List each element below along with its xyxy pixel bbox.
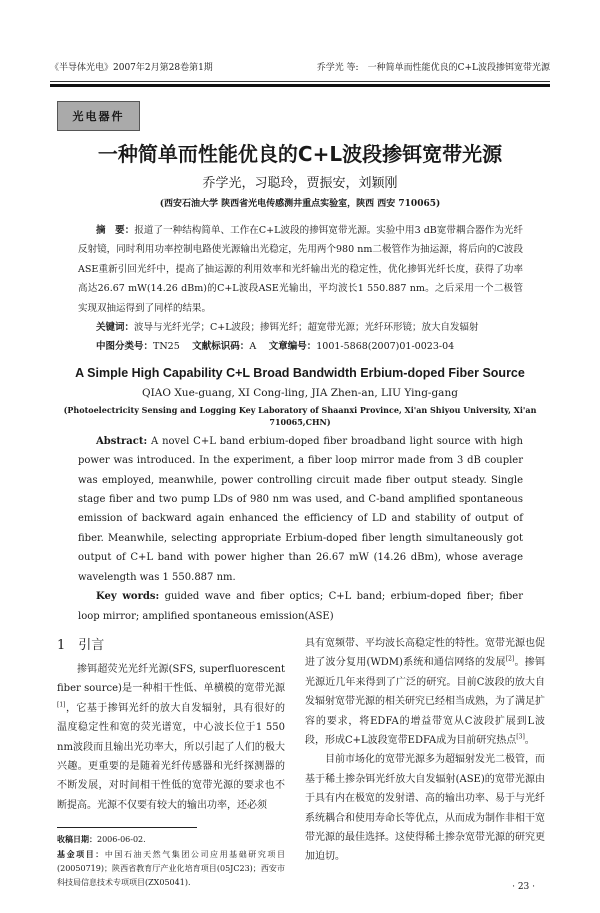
abstract-zh-label: 摘 要： <box>96 225 135 236</box>
received-label: 收稿日期： <box>57 834 97 845</box>
abstract-en <box>78 432 523 626</box>
affiliation-en: (Photoelectricity Sensing and Logging Key Laboratory of Shaanxi Province, Xi'an Shiyou University, Xi'an 710065,CHN) <box>63 404 537 427</box>
abstract-en-text: A novel C+L band erbium-doped fiber broadband light source with high power was introduced. In the experiment, a fiber loop mirror made from 3 dB coupler was employed, meanwhile, power controlling circuit made fiber output steady. Single stage fiber and two pump LDs of 980 nm was used, and C-band amplified spontaneous emission of backward again enhanced the efficiency of LD and stability of output of fiber. Meanwhile, selecting appropriate Erbium-doped fiber length simultaneously got output of C+L band with power higher than 26.67 mW (14.26 dBm), whose average wavelength was 1 550.887 nm. <box>78 435 523 583</box>
text: 。掺铒光源近几年来得到了广泛的研究。目前C波段的放大自发辐射宽带光源的相关研究已经相当成熟，为了满足扩容的要求，将EDFA的增益带宽从C波段扩展到L波段，形成C+L波段宽带EDFA成为目前研究热点 <box>305 657 546 746</box>
header-rule-thick <box>50 84 550 87</box>
abstract-zh-paragraph <box>78 221 523 318</box>
paragraph <box>57 660 285 815</box>
received-date <box>57 832 285 847</box>
abstract-en-paragraph <box>78 432 523 587</box>
body-columns <box>50 634 550 893</box>
header-rule <box>50 81 550 82</box>
running-header-journal: 《半导体光电》2007年2月第28卷第1期 <box>50 63 213 73</box>
classification-row <box>78 337 523 356</box>
abstract-zh-text: 报道了一种结构简单、工作在C+L波段的掺铒宽带光源。实验中用3 dB宽带耦合器作为光纤反射镜，同时利用功率控制电路使光源输出光稳定，先用两个980 nm二极管作为抽运源，将后向的C波段ASE重新引回光纤中，提高了抽运源的利用效率和光纤输出光的稳定性，优化掺铒光纤长度，获得了功率高达26.67 mW(14.26 dBm)的C+L波段ASE光输出，平均波长1 550.887 nm。之后采用一个二极管实现双抽运得到了同样的结果。 <box>78 225 523 314</box>
paper-title-en: A Simple High Capability C+L Broad Bandwidth Erbium-doped Fiber Source <box>75 365 525 380</box>
footnote-rule <box>57 827 197 828</box>
section-title: 引言 <box>78 637 105 653</box>
text: ，它基于掺铒光纤的放大自发辐射，具有很好的温度稳定性和宽的荧光谱宽，中心波长位于1 550 nm波段而且输出光功率大，所以引起了人们的极大兴趣。更重要的是随着光纤传感器和光纤探测器的不断发展，对时间相干性低的宽带光源的要求也不断提高。光源不仅要有较大的输出功率，还必须 <box>57 702 285 811</box>
keywords-zh <box>78 318 523 337</box>
funding-value: 中国石油天然气集团公司应用基础研究项目(20050719)；陕西省教育厅产业化培育项目(05JC23)；西安市科技局信息技术专项项目(ZX05041). <box>57 850 286 888</box>
article-id-label: 文章编号： <box>268 341 317 353</box>
abstract-zh <box>78 221 523 357</box>
running-header-title: 乔学光 等: 一种简单而性能优良的C+L波段掺铒宽带光源 <box>316 63 550 73</box>
funding-label: 基金项目： <box>57 849 105 860</box>
keywords-en-text: guided wave and fiber optics; C+L band; erbium-doped fiber; fiber loop mirror; amplified spontaneous emission(ASE) <box>78 591 523 622</box>
section-badge: 光电器件 <box>57 101 140 131</box>
affiliation: (西安石油大学 陕西省光电传感测井重点实验室，陕西 西安 710065) <box>159 199 441 209</box>
running-header <box>50 62 550 75</box>
authors-en: QIAO Xue-guang, XI Cong-ling, JIA Zhen-an, LIU Ying-gang <box>142 386 458 399</box>
abstract-en-label: Abstract: <box>96 435 148 447</box>
section-number: 1 <box>57 637 66 653</box>
keywords-en-label: Key words: <box>96 591 160 603</box>
article-id-value: 1001-5868(2007)01-0023-04 <box>316 341 455 353</box>
citation: [3] <box>516 733 525 741</box>
text: 掺铒超荧光光纤光源(SFS, superfluorescent fiber source)是一种相干性低、单横模的宽带光源 <box>57 663 285 695</box>
body-right-column <box>305 634 545 893</box>
text: 具有宽频带、平均波长高稳定性的特性。宽带光源也促进了波分复用(WDM)系统和通信网络的发展 <box>305 637 545 669</box>
keywords-zh-text: 波导与光纤光学；C+L波段；掺铒光纤；超宽带光源；光纤环形镜；放大自发辐射 <box>134 322 479 334</box>
clc-value: TN25 <box>153 341 180 353</box>
keywords-zh-label: 关键词： <box>96 322 135 334</box>
body-left-column <box>57 634 285 893</box>
funding <box>57 847 285 890</box>
page-number: · 23 · <box>512 881 535 892</box>
clc-label: 中图分类号： <box>96 341 154 353</box>
paragraph <box>305 634 545 750</box>
keywords-en <box>78 587 523 626</box>
citation: [1] <box>57 701 66 709</box>
doc-code-value: A <box>249 341 257 353</box>
authors: 乔学光，习聪玲，贾振安，刘颖刚 <box>202 176 398 191</box>
received-value: 2006-06-02. <box>97 835 146 845</box>
doc-code-label: 文献标识码： <box>192 341 250 353</box>
citation: [2] <box>505 655 515 663</box>
text: 。 <box>524 734 535 746</box>
footnotes <box>57 832 285 890</box>
paragraph: 目前市场化的宽带光源多为超辐射发光二极管，而基于稀土掺杂铒光纤放大自发辐射(ASE)的宽带光源由于具有内在极宽的发射谱、高的输出功率、易于与光纤系统耦合和使用寿命长等优点，从而成为制作非相干宽带光源的最佳选择。这使得稀土掺杂宽带光源的研究更加迫切。 <box>305 754 545 863</box>
section-heading <box>57 634 285 658</box>
paper-title: 一种简单而性能优良的C+L波段掺铒宽带光源 <box>97 142 503 166</box>
